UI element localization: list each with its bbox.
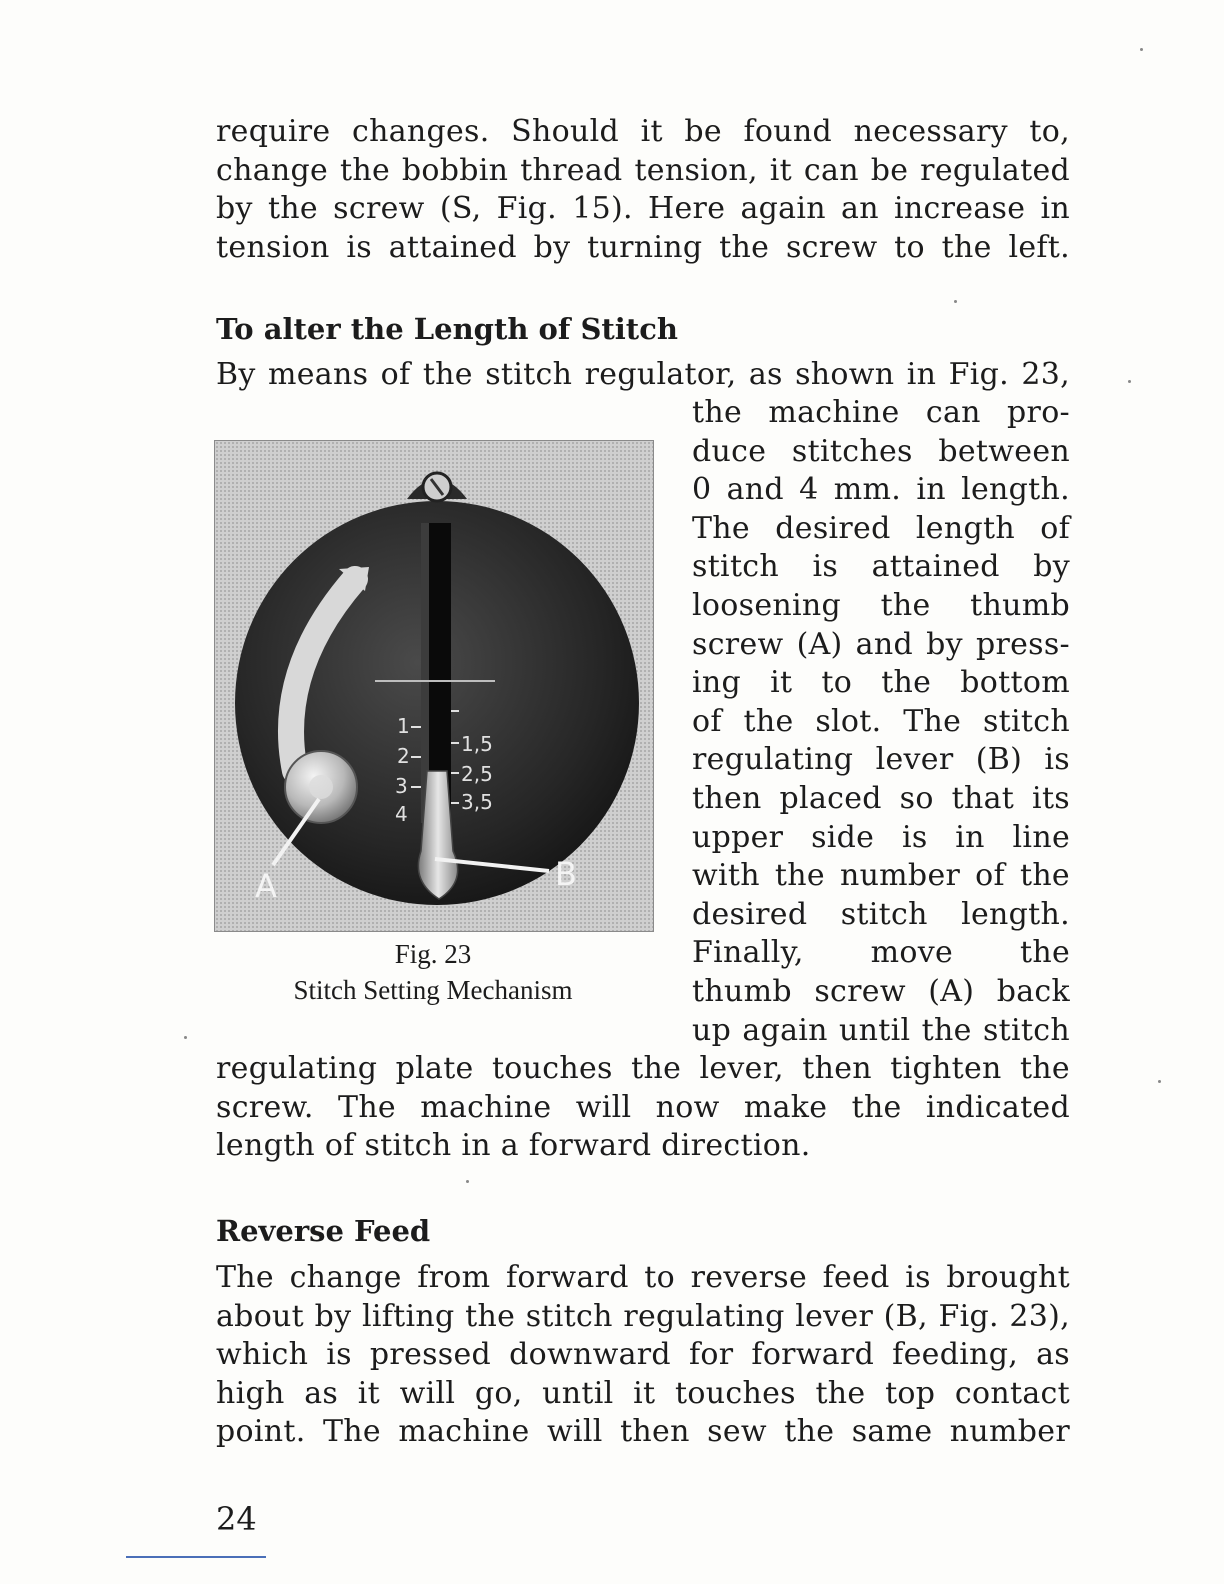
reverse-feed-line-5: point. The machine will then sew the same number <box>216 1414 1070 1450</box>
intro-line-4: tension is attained by turning the screw to the left. <box>216 229 1070 265</box>
right-col-line: regulating lever (B) is <box>692 742 1070 778</box>
intro-line-1: require changes. Should it be found necessary to, <box>216 114 1070 149</box>
right-col-line: loosening the thumb <box>692 587 1070 623</box>
right-col-line: 0 and 4 mm. in length. <box>692 472 1070 508</box>
continuation-line-3: length of stitch in a forward direction. <box>216 1128 811 1164</box>
right-scale <box>461 732 493 814</box>
stitch-dial-illustration <box>215 441 653 931</box>
stitch-length-continuation <box>216 1050 1070 1166</box>
right-scale-2-5: 2,5 <box>461 762 493 786</box>
page-number: 24 <box>216 1500 257 1538</box>
continuation-line-2: screw. The machine will now make the indicated <box>216 1089 1070 1125</box>
scan-speck <box>1158 1080 1161 1083</box>
continuation-line-1: regulating plate touches the lever, then tighten the <box>216 1051 1070 1086</box>
thumb-screw-center <box>309 775 333 799</box>
reverse-feed-line-4: high as it will go, until it touches the top contact <box>216 1375 1070 1411</box>
intro-line-2: change the bobbin thread tension, it can be regulated <box>216 152 1070 188</box>
right-col-line: stitch is attained by <box>692 549 1070 585</box>
figure-caption-number: Fig. 23 <box>394 939 472 969</box>
reverse-feed-line-2: about by lifting the stitch regulating lever (B, Fig. 23), <box>216 1298 1070 1334</box>
figure-caption-title: Stitch Setting Mechanism <box>293 975 573 1005</box>
label-a: A <box>255 867 277 905</box>
intro-paragraph <box>216 113 1070 267</box>
right-scale-3-5: 3,5 <box>461 790 493 814</box>
scan-speck <box>466 1180 469 1183</box>
reverse-feed-heading: Reverse Feed <box>216 1214 431 1248</box>
stitch-length-first-line <box>216 356 1070 395</box>
scan-edge-line <box>126 1556 266 1558</box>
right-col-line: the machine can pro- <box>692 395 1070 430</box>
right-col-line: screw (A) and by press- <box>692 626 1070 662</box>
right-col-line: ing it to the bottom <box>692 665 1070 701</box>
scan-speck <box>1128 380 1131 383</box>
right-scale-1-5: 1,5 <box>461 732 493 756</box>
scan-speck <box>184 1036 187 1039</box>
right-col-line: Finally, move the <box>692 935 1070 971</box>
left-scale-1: 1 <box>397 714 410 738</box>
right-col-line: then placed so that its <box>692 780 1070 816</box>
right-col-line: upper side is in line <box>692 819 1070 855</box>
left-scale-2: 2 <box>397 744 410 768</box>
right-col-line: thumb screw (A) back <box>692 973 1070 1009</box>
scan-speck <box>1140 48 1143 51</box>
left-scale-3: 3 <box>395 774 408 798</box>
figure-stitch-setting-mechanism <box>214 440 654 932</box>
reverse-feed-paragraph <box>216 1259 1070 1452</box>
right-col-line: desired stitch length. <box>692 896 1070 932</box>
right-col-line: up again until the stitch <box>692 1012 1070 1048</box>
stitch-length-line-1: By means of the stitch regulator, as shown in Fig. 23, <box>216 357 1070 392</box>
scan-speck <box>954 300 957 303</box>
right-col-line: duce stitches between <box>692 433 1070 469</box>
stitch-length-right-column <box>692 394 1070 1050</box>
stitch-length-heading: To alter the Length of Stitch <box>216 312 678 346</box>
reverse-feed-line-1: The change from forward to reverse feed is brought <box>216 1260 1070 1295</box>
intro-line-3: by the screw (S, Fig. 15). Here again an increase in <box>216 191 1070 227</box>
label-b: B <box>555 855 577 893</box>
left-scale-4: 4 <box>395 802 408 826</box>
right-col-line: with the number of the <box>692 858 1070 894</box>
right-col-line: of the slot. The stitch <box>692 703 1070 739</box>
right-col-line: The desired length of <box>692 510 1070 546</box>
reverse-feed-line-3: which is pressed downward for forward feeding, as <box>216 1337 1070 1373</box>
